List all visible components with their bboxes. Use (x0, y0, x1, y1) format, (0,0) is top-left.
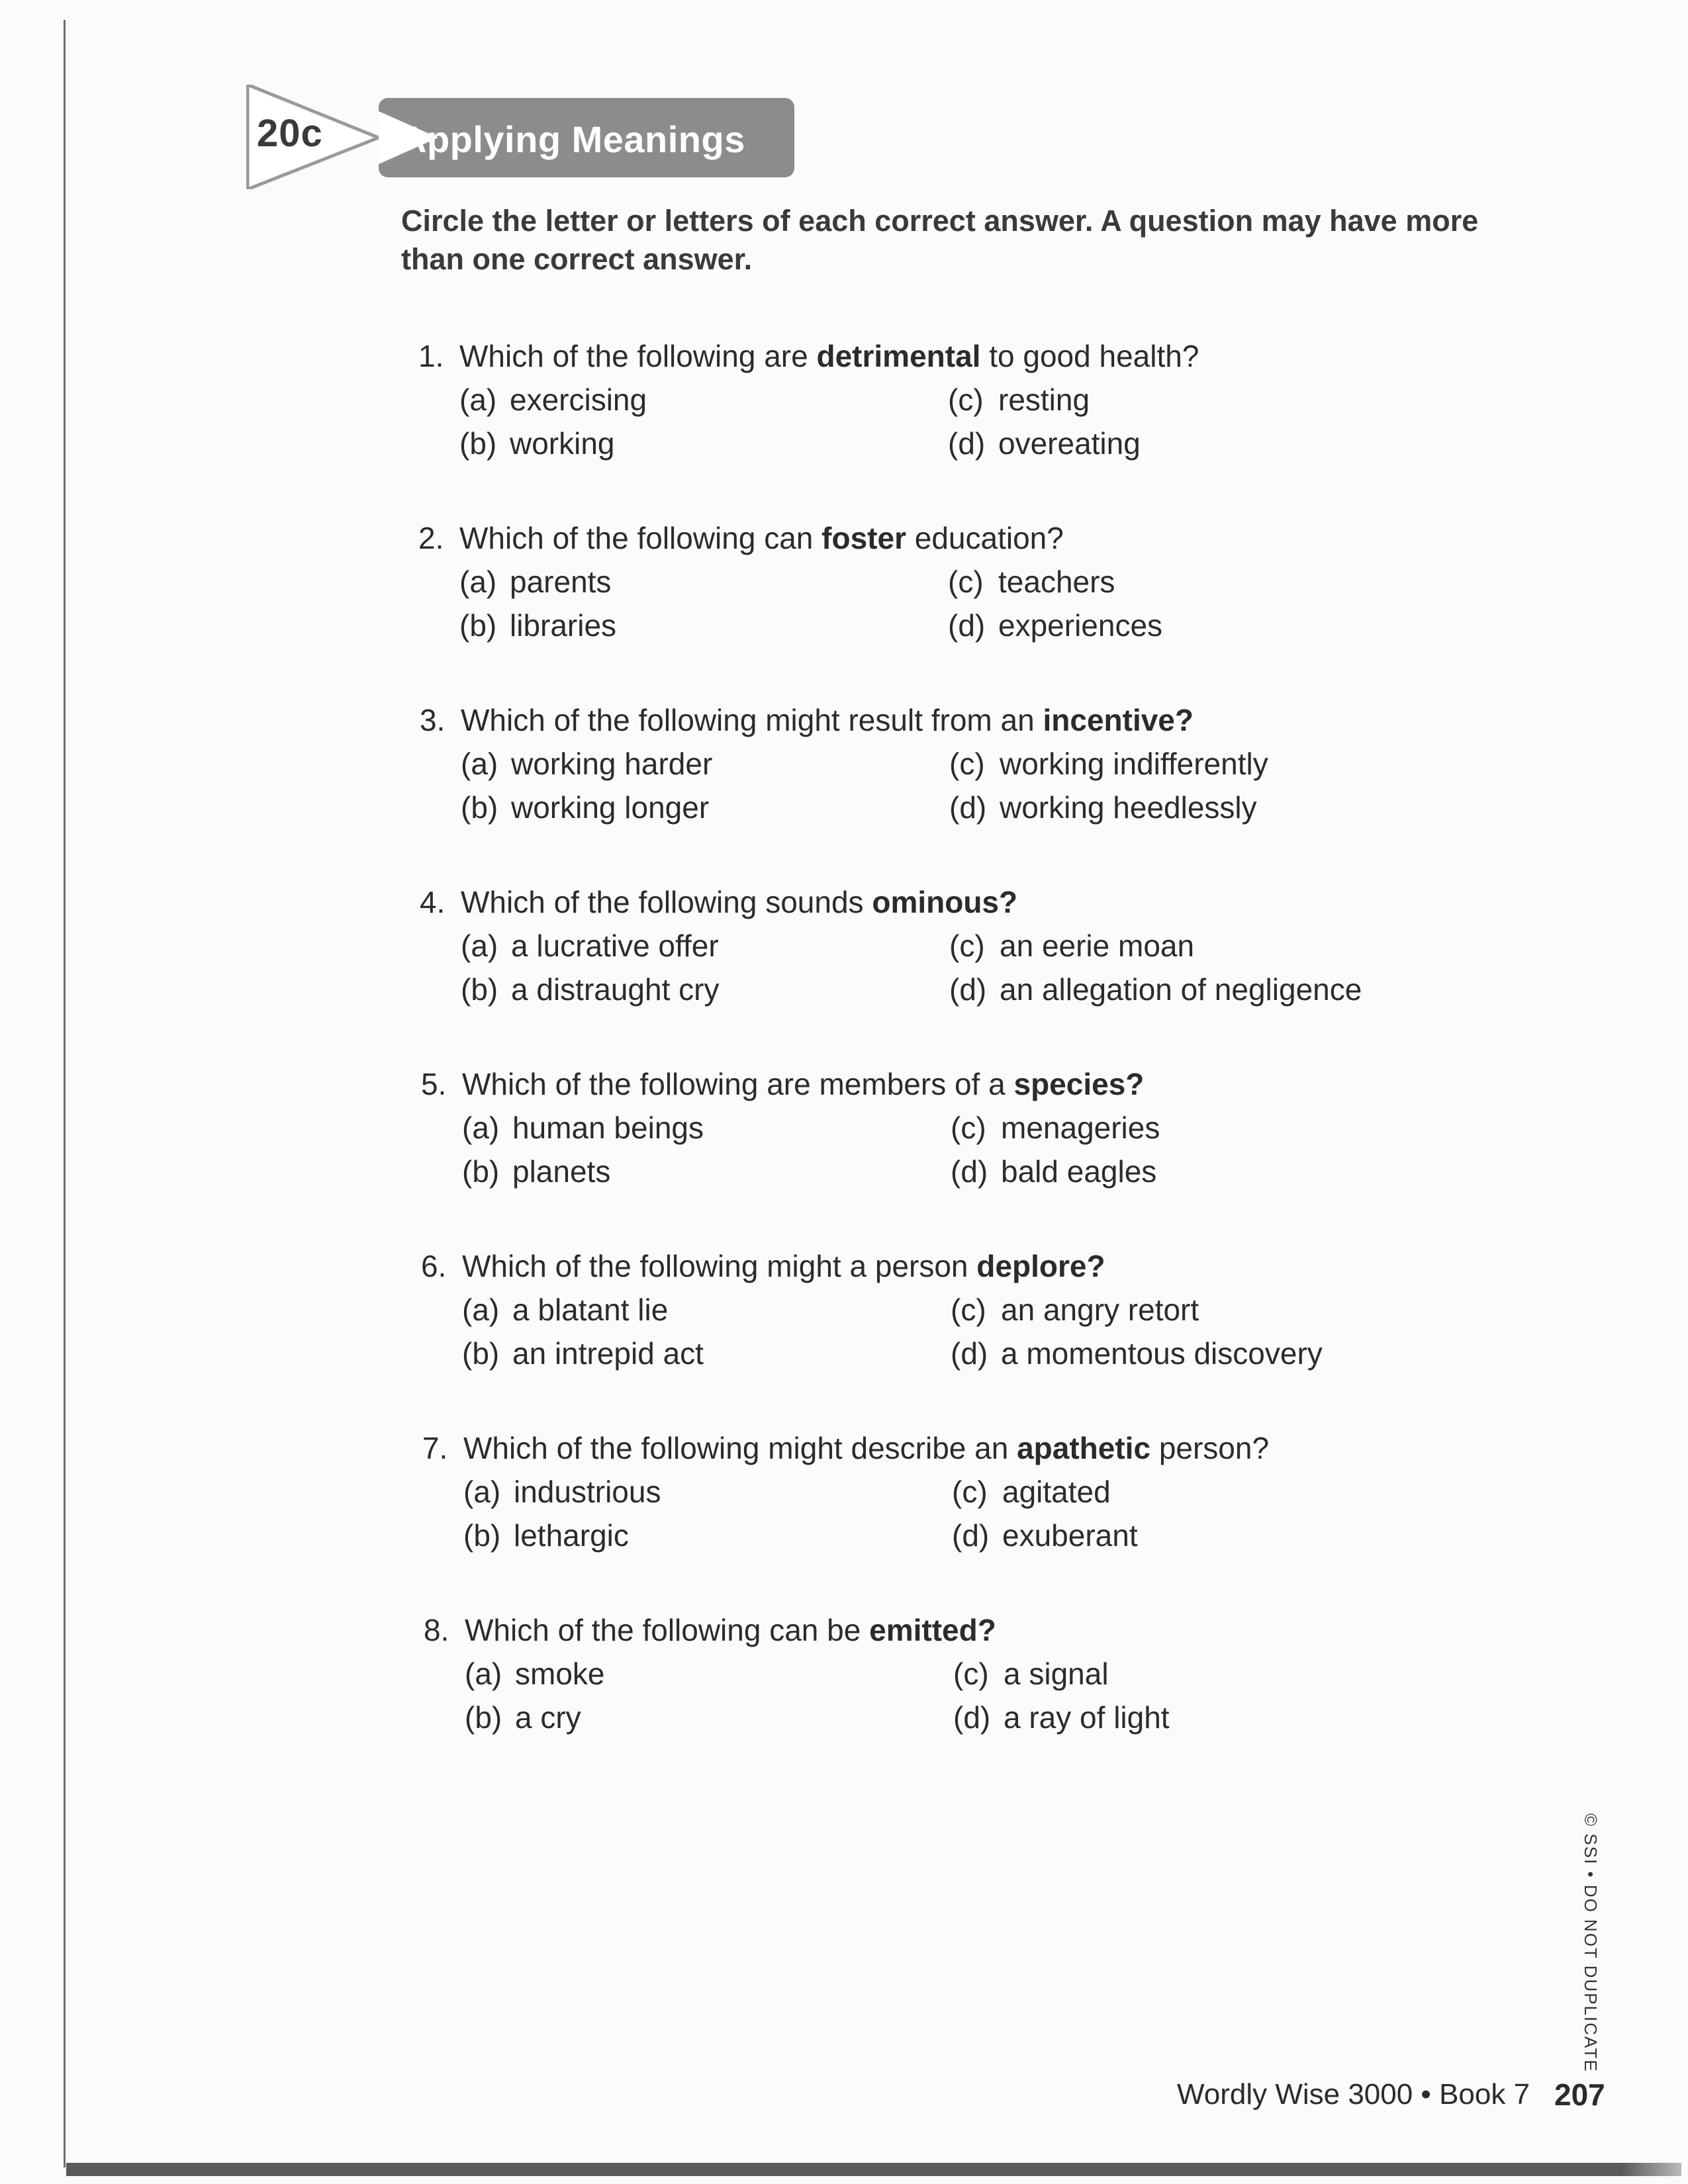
vocabulary-word: foster (821, 521, 906, 555)
options-left-column (461, 924, 719, 1011)
option-letter[interactable]: (d) (951, 1336, 988, 1371)
question-stem: Which of the following can (459, 521, 822, 555)
question-number: 4. (420, 885, 445, 919)
option-text: working (510, 426, 615, 461)
option-a[interactable] (462, 1288, 704, 1332)
question-item (420, 698, 1479, 825)
option-text: lethargic (514, 1518, 629, 1553)
option-text: a momentous discovery (1001, 1336, 1323, 1371)
options-left-column (461, 742, 712, 829)
option-b[interactable] (459, 422, 647, 465)
options-left-column (459, 560, 616, 647)
options-right-column (953, 1652, 1170, 1739)
option-letter[interactable]: (a) (459, 565, 497, 599)
option-text: overeating (998, 426, 1141, 461)
vocabulary-word: incentive? (1043, 703, 1194, 737)
option-text: a lucrative offer (511, 929, 719, 963)
option-text: bald eagles (1001, 1154, 1157, 1189)
question-item (424, 1608, 1483, 1735)
question-text (418, 516, 1477, 560)
option-letter[interactable]: (a) (461, 929, 498, 963)
question-stem: Which of the following are (459, 339, 817, 373)
copyright-notice: © SSI • DO NOT DUPLICATE (1581, 1813, 1601, 2073)
option-c[interactable] (949, 924, 1362, 968)
option-c[interactable] (948, 378, 1141, 422)
question-stem: Which of the following are members of a (462, 1067, 1014, 1101)
option-text: agitated (1002, 1475, 1111, 1509)
option-b[interactable] (465, 1696, 604, 1739)
option-text: a signal (1004, 1657, 1109, 1691)
vocabulary-word: detrimental (816, 339, 981, 373)
option-text: an intrepid act (512, 1336, 704, 1371)
option-d[interactable] (951, 1332, 1323, 1375)
question-item (418, 334, 1477, 461)
option-b[interactable] (462, 1150, 704, 1193)
option-letter[interactable]: (b) (459, 608, 497, 643)
question-text (421, 1062, 1480, 1106)
option-a[interactable] (461, 742, 712, 786)
footer-book-title: Wordly Wise 3000 • Book 7 (1177, 2078, 1530, 2111)
option-text: menageries (1001, 1111, 1160, 1145)
question-stem-end: person? (1150, 1431, 1270, 1465)
option-letter[interactable]: (b) (461, 972, 498, 1007)
options-right-column (949, 924, 1362, 1011)
option-d[interactable] (953, 1696, 1170, 1739)
option-letter[interactable]: (a) (461, 747, 498, 781)
question-number: 8. (424, 1613, 449, 1647)
option-d[interactable] (948, 604, 1162, 647)
option-d[interactable] (951, 1150, 1160, 1193)
question-number: 3. (420, 703, 445, 737)
option-letter[interactable]: (c) (949, 747, 985, 781)
option-text: exercising (510, 383, 647, 417)
question-stem-end: to good health? (980, 339, 1199, 373)
vocabulary-word: apathetic (1017, 1431, 1151, 1465)
question-text (420, 880, 1479, 924)
page-number: 207 (1554, 2077, 1605, 2112)
option-text: experiences (998, 608, 1163, 643)
binding-margin-line (64, 20, 66, 2167)
question-stem: Which of the following can be (465, 1613, 870, 1647)
options-left-column (462, 1106, 704, 1193)
question-stem: Which of the following might describe an (463, 1431, 1017, 1465)
option-b[interactable] (462, 1332, 704, 1375)
option-letter[interactable]: (b) (462, 1154, 500, 1189)
question-stem: Which of the following might result from an (461, 703, 1043, 737)
option-text: industrious (514, 1475, 661, 1509)
option-text: an allegation of negligence (1000, 972, 1362, 1007)
option-letter[interactable]: (b) (465, 1700, 502, 1735)
vocabulary-word: emitted? (869, 1613, 996, 1647)
option-letter[interactable]: (b) (459, 426, 497, 461)
option-letter[interactable]: (c) (948, 383, 984, 417)
option-text: planets (512, 1154, 611, 1189)
options-left-column (463, 1470, 661, 1557)
option-a[interactable] (459, 378, 647, 422)
option-text: parents (510, 565, 612, 599)
question-number: 1. (418, 339, 444, 373)
option-b[interactable] (459, 604, 616, 647)
question-stem: Which of the following sounds (461, 885, 872, 919)
option-c[interactable] (951, 1288, 1323, 1332)
option-letter[interactable]: (a) (462, 1111, 500, 1145)
question-number: 2. (418, 521, 444, 555)
section-title: Applying Meanings (400, 118, 745, 160)
option-letter[interactable]: (d) (948, 426, 986, 461)
option-text: a distraught cry (511, 972, 720, 1007)
instructions: Circle the letter or letters of each correct answer. A question may have more than one correct answer. (401, 204, 1479, 276)
option-text: a ray of light (1004, 1700, 1170, 1735)
option-b[interactable] (461, 968, 719, 1011)
options-right-column (951, 1106, 1160, 1193)
option-c[interactable] (949, 742, 1268, 786)
option-a[interactable] (462, 1106, 704, 1150)
option-text: smoke (515, 1657, 605, 1691)
option-letter[interactable]: (c) (952, 1475, 988, 1509)
option-text: human beings (512, 1111, 704, 1145)
option-text: an eerie moan (1000, 929, 1195, 963)
question-item (418, 516, 1477, 643)
option-d[interactable] (948, 422, 1141, 465)
option-letter[interactable]: (a) (463, 1475, 501, 1509)
option-letter[interactable]: (c) (951, 1111, 986, 1145)
question-number: 5. (421, 1067, 447, 1101)
option-text: resting (998, 383, 1090, 417)
vocabulary-word: deplore? (976, 1249, 1105, 1283)
option-text: teachers (998, 565, 1115, 599)
option-letter[interactable]: (c) (948, 565, 984, 599)
section-header (246, 85, 796, 189)
option-text: libraries (510, 608, 617, 643)
question-text (418, 334, 1477, 378)
question-stem-end: education? (906, 521, 1064, 555)
option-letter[interactable]: (c) (953, 1657, 989, 1691)
option-letter[interactable]: (a) (462, 1293, 500, 1327)
option-b[interactable] (463, 1514, 661, 1557)
option-letter[interactable]: (c) (951, 1293, 986, 1327)
options-left-column (462, 1288, 704, 1375)
option-b[interactable] (461, 786, 712, 829)
question-text (422, 1426, 1481, 1470)
option-letter[interactable]: (b) (463, 1518, 501, 1553)
options-right-column (948, 378, 1141, 465)
option-text: an angry retort (1001, 1293, 1199, 1327)
question-text (421, 1244, 1480, 1288)
option-c[interactable] (952, 1470, 1138, 1514)
question-text (424, 1608, 1483, 1652)
question-number: 6. (421, 1249, 447, 1283)
bottom-edge-bar (66, 2163, 1681, 2176)
option-letter[interactable]: (d) (953, 1700, 991, 1735)
options-right-column (952, 1470, 1138, 1557)
option-letter[interactable]: (d) (949, 972, 987, 1007)
option-c[interactable] (951, 1106, 1160, 1150)
option-d[interactable] (952, 1514, 1138, 1557)
option-letter[interactable]: (a) (459, 383, 497, 417)
option-text: a cry (515, 1700, 581, 1735)
section-number: 20c (257, 112, 323, 155)
option-a[interactable] (465, 1652, 604, 1696)
option-c[interactable] (948, 560, 1162, 604)
option-letter[interactable]: (d) (949, 790, 987, 825)
option-letter[interactable]: (b) (461, 790, 498, 825)
question-item (420, 880, 1479, 1007)
option-a[interactable] (459, 560, 616, 604)
option-letter[interactable]: (d) (952, 1518, 990, 1553)
options-left-column (459, 378, 647, 465)
option-text: working longer (511, 790, 710, 825)
option-a[interactable] (463, 1470, 661, 1514)
question-item (422, 1426, 1481, 1553)
question-item (421, 1062, 1480, 1189)
option-text: exuberant (1002, 1518, 1138, 1553)
option-text: working harder (511, 747, 713, 781)
option-letter[interactable]: (d) (951, 1154, 988, 1189)
option-a[interactable] (461, 924, 719, 968)
option-text: a blatant lie (512, 1293, 669, 1327)
options-left-column (465, 1652, 604, 1739)
options-right-column (948, 560, 1162, 647)
option-letter[interactable]: (d) (948, 608, 986, 643)
vocabulary-word: species? (1013, 1067, 1145, 1101)
option-d[interactable] (949, 968, 1362, 1011)
option-letter[interactable]: (b) (462, 1336, 500, 1371)
question-stem: Which of the following might a person (462, 1249, 977, 1283)
option-text: working heedlessly (1000, 790, 1257, 825)
question-item (421, 1244, 1480, 1371)
option-d[interactable] (949, 786, 1268, 829)
options-right-column (951, 1288, 1323, 1375)
vocabulary-word: ominous? (872, 885, 1018, 919)
option-letter[interactable]: (c) (949, 929, 985, 963)
question-number: 7. (422, 1431, 448, 1465)
option-c[interactable] (953, 1652, 1170, 1696)
option-letter[interactable]: (a) (465, 1657, 502, 1691)
question-text (420, 698, 1479, 742)
option-text: working indifferently (1000, 747, 1268, 781)
options-right-column (949, 742, 1268, 829)
